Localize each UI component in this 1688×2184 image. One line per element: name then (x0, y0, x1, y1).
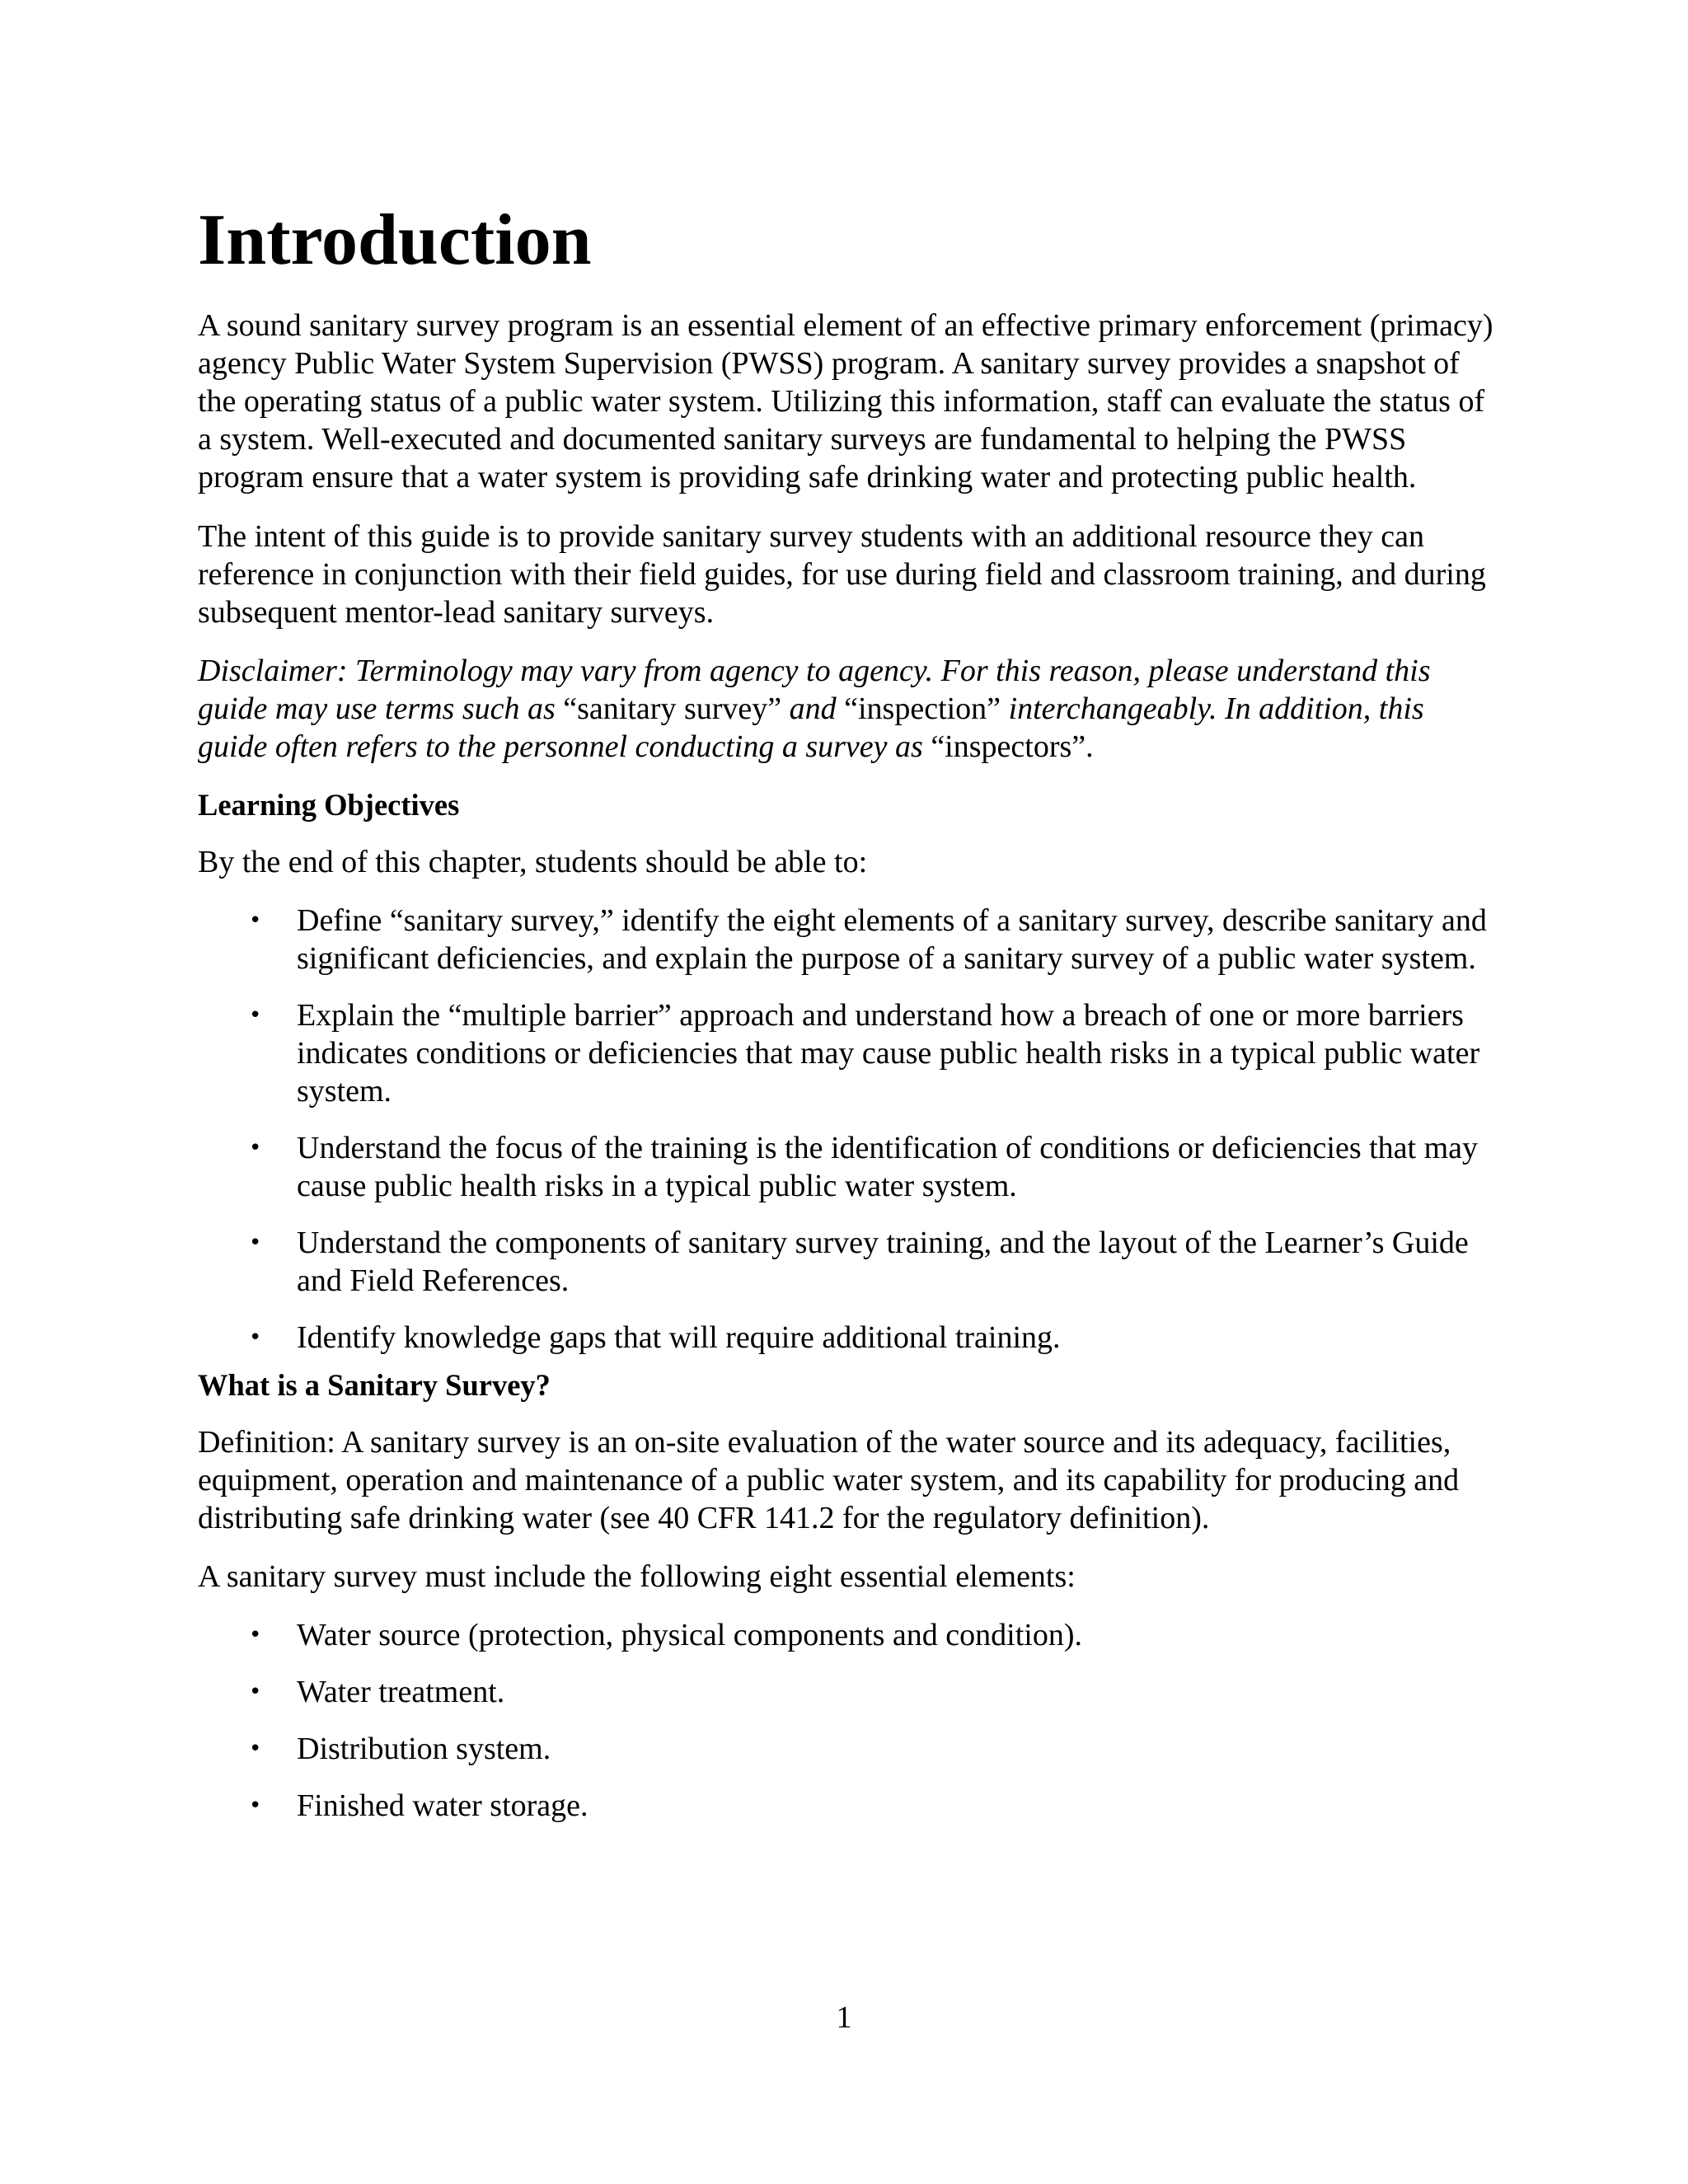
element-text: Distribution system. (297, 1732, 551, 1766)
disclaimer-text-2: and (781, 691, 845, 726)
disclaimer-term-sanitary-survey: “sanitary survey” (563, 691, 782, 726)
intent-paragraph: The intent of this guide is to provide sanitary survey students with an additional resource they can reference in conjunction with their field guides, for use during field and classroom training, and during subsequent mentor-lead sanitary surveys. (198, 519, 1486, 630)
bullet-icon: • (249, 1230, 262, 1255)
disclaimer-term-inspection: “inspection” (844, 691, 1001, 726)
objective-text: Define “sanitary survey,” identify the eight elements of a sanitary survey, describe sanitary and significant deficiencies, and explain the purpose of a sanitary survey of a public water system. (297, 903, 1487, 976)
learning-objectives-lead: By the end of this chapter, students should be able to: (198, 845, 868, 879)
list-item (198, 1616, 1500, 1654)
bullet-icon: • (249, 1680, 262, 1704)
bullet-icon: • (249, 1623, 262, 1647)
element-text: Water treatment. (297, 1675, 505, 1709)
bullet-icon: • (249, 1003, 262, 1028)
objective-text: Understand the focus of the training is the identification of conditions or deficiencies that may cause public health risks in a typical public water system. (297, 1131, 1479, 1203)
element-text: Water source (protection, physical components and condition). (297, 1618, 1082, 1652)
learning-objectives-list (198, 902, 1500, 1357)
list-item (198, 1787, 1500, 1825)
list-item (198, 996, 1500, 1110)
bullet-icon: • (249, 908, 262, 933)
bullet-icon: • (249, 1793, 262, 1818)
objective-text: Explain the “multiple barrier” approach and understand how a breach of one or more barriers indicates conditions or deficiencies that may cause public health risks in a typical public water system. (297, 998, 1480, 1108)
bullet-icon: • (249, 1325, 262, 1350)
bullet-icon: • (249, 1736, 262, 1761)
learning-objectives-heading: Learning Objectives (198, 788, 460, 822)
page-number: 1 (836, 2000, 852, 2035)
list-item (198, 1319, 1500, 1357)
list-item (198, 1129, 1500, 1205)
page-content (198, 194, 1500, 1844)
objective-text: Identify knowledge gaps that will require additional training. (297, 1320, 1061, 1355)
disclaimer-text-1: Disclaimer: Terminology may vary from agency to agency. For this reason, please understand this guide may use terms such as (198, 654, 1431, 726)
definition-paragraph: Definition: A sanitary survey is an on-site evaluation of the water source and its adequacy, facilities, equipment, operation and maintenance of a public water system, and its capability for producing and distributing safe drinking water (see 40 CFR 141.2 for the regulatory definition). (198, 1425, 1460, 1535)
list-item (198, 1673, 1500, 1711)
list-item (198, 902, 1500, 977)
chapter-heading: Introduction (198, 200, 592, 280)
list-item (198, 1730, 1500, 1768)
element-text: Finished water storage. (297, 1788, 588, 1823)
elements-lead: A sanitary survey must include the following eight essential elements: (198, 1559, 1076, 1594)
disclaimer-term-inspectors: “inspectors”. (931, 729, 1094, 764)
objective-text: Understand the components of sanitary survey training, and the layout of the Learner’s Guide and Field References. (297, 1226, 1469, 1298)
bullet-icon: • (249, 1136, 262, 1160)
intro-paragraph: A sound sanitary survey program is an essential element of an effective primary enforcement (primacy) agency Public Water System Supervision (PWSS) program. A sanitary survey provides a snapshot of the operating status of a public water system. Utilizing this information, staff can evaluate the status of a system. Well-executed and documented sanitary surveys are fundamental to helping the PWSS program ensure that a water system is providing safe drinking water and protecting public health. (198, 308, 1493, 494)
disclaimer-text-3: interchangeably. In addition, this guide often refers to the personnel conducting a survey as (198, 691, 1424, 764)
sanitary-survey-heading: What is a Sanitary Survey? (198, 1368, 551, 1402)
disclaimer-paragraph (198, 652, 1500, 766)
list-item (198, 1224, 1500, 1300)
essential-elements-list (198, 1616, 1500, 1825)
